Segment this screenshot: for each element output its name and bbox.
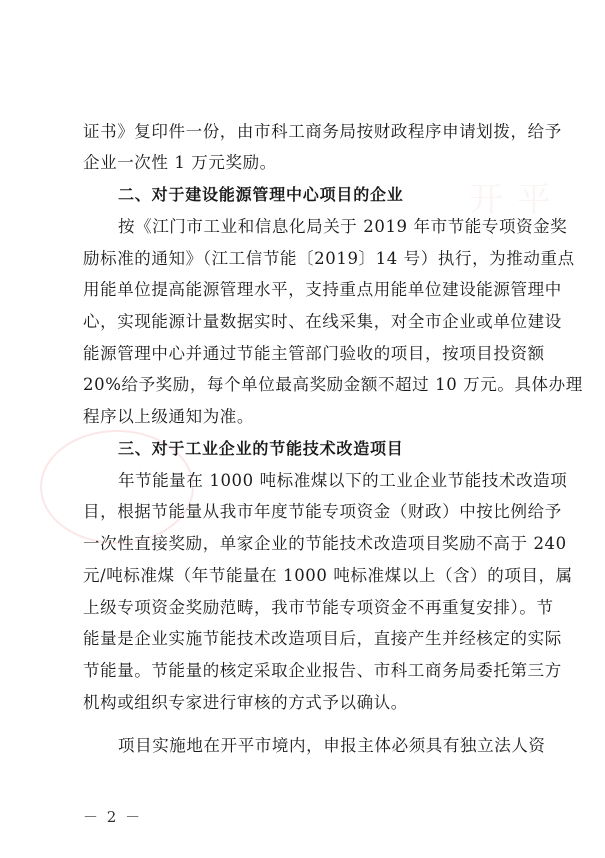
body-line-7: 能源管理中心并通过节能主管部门验收的项目，按项目投资额 bbox=[83, 344, 545, 363]
body-line-10: 年节能量在 1000 吨标准煤以下的工业企业节能技术改造项 bbox=[118, 471, 568, 490]
section-heading-2: 二、对于建设能源管理中心项目的企业 bbox=[118, 185, 404, 204]
body-line-13: 元/吨标准煤（年节能量在 1000 吨标准煤以上（含）的项目，属 bbox=[83, 566, 573, 585]
body-line-5: 用能单位提高能源管理水平，支持重点用能单位建设能源管理中 bbox=[83, 280, 562, 299]
body-line-8: 20%给予奖励，每个单位最高奖励金额不超过 10 万元。具体办理 bbox=[83, 375, 583, 394]
body-line-15: 能量是企业实施节能技术改造项目后，直接产生并经核定的实际 bbox=[83, 629, 562, 648]
reverse-side-bleed-through: 开平 bbox=[469, 180, 565, 220]
body-line-14: 上级专项资金奖励范畴，我市节能专项资金不再重复安排）。节 bbox=[83, 598, 554, 617]
body-line-9: 程序以上级通知为准。 bbox=[83, 407, 254, 426]
body-line-16: 节能量。节能量的核定采取企业报告、市科工商务局委托第三方 bbox=[83, 661, 562, 680]
body-line-11: 目，根据节能量从我市年度节能专项资金（财政）中按比例给予 bbox=[83, 502, 562, 521]
body-line-3: 按《江门市工业和信息化局关于 2019 年市节能专项资金奖 bbox=[118, 217, 568, 236]
body-line-12: 一次性直接奖励，单家企业的节能技术改造项目奖励不高于 240 bbox=[83, 534, 567, 553]
section-heading-3: 三、对于工业企业的节能技术改造项目 bbox=[118, 439, 404, 458]
body-line-4: 励标准的通知》（江工信节能〔2019〕14 号）执行，为推动重点 bbox=[83, 249, 575, 268]
body-line-6: 心，实现能源计量数据实时、在线采集，对全市企业或单位建设 bbox=[83, 312, 562, 331]
body-line-18: 项目实施地在开平市境内，申报主体必须具有独立法人资 bbox=[118, 736, 546, 755]
body-line-2: 企业一次性 1 万元奖励。 bbox=[83, 153, 277, 172]
body-line-17: 机构或组织专家进行审核的方式予以确认。 bbox=[83, 693, 408, 712]
body-line-1: 证书》复印件一份，由市科工商务局按财政程序申请划拨，给予 bbox=[83, 122, 562, 141]
page-number: － 2 － bbox=[83, 808, 143, 826]
